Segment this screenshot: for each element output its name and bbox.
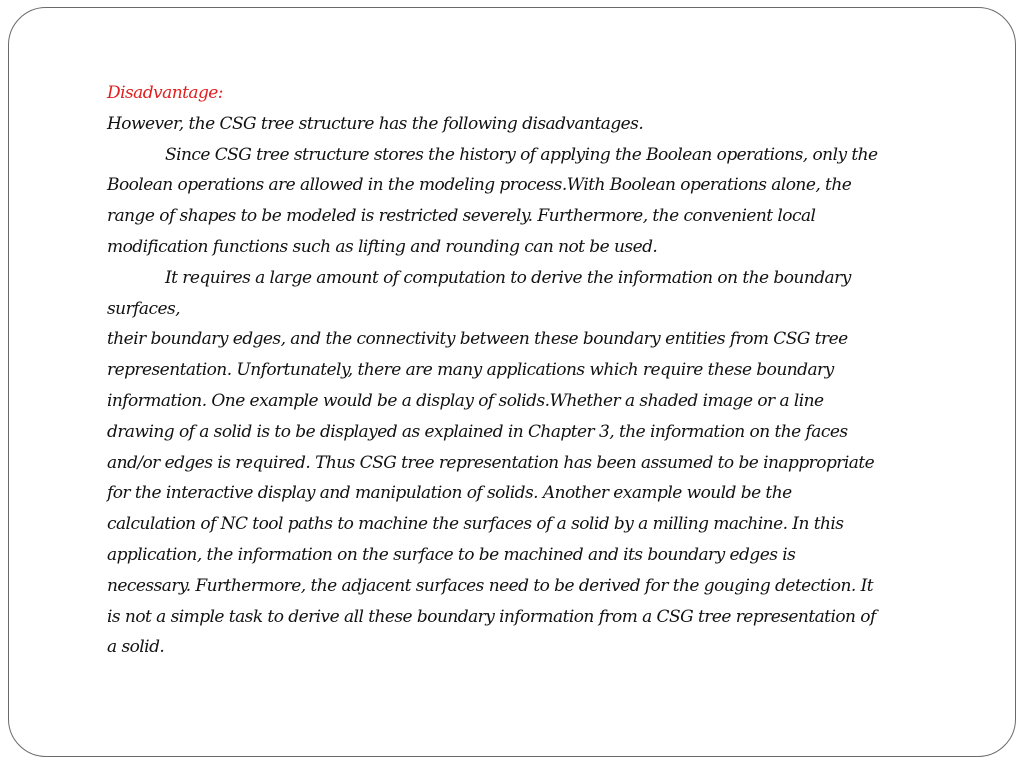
paragraph2-line: information. One example would be a display of solids.Whether a shaded image or a line <box>107 390 824 411</box>
paragraph2-line: surfaces, <box>107 298 180 319</box>
heading-disadvantage: Disadvantage: <box>107 83 223 103</box>
paragraph2-line: application, the information on the surface to be machined and its boundary edges is <box>107 544 796 565</box>
paragraph1-line: Boolean operations are allowed in the modeling process.With Boolean operations alone, the <box>107 175 852 196</box>
paragraph2-line: is not a simple task to derive all these boundary information from a CSG tree representation of <box>107 606 876 627</box>
slide-body <box>107 78 897 663</box>
paragraph2-line: a solid. <box>107 637 165 658</box>
paragraph1-line: Since CSG tree structure stores the history of applying the Boolean operations, only the <box>165 144 878 165</box>
paragraph2-line: their boundary edges, and the connectivity between these boundary entities from CSG tree <box>107 329 848 350</box>
paragraph2-line: and/or edges is required. Thus CSG tree representation has been assumed to be inappropriate <box>107 452 875 473</box>
paragraph2-line: calculation of NC tool paths to machine the surfaces of a solid by a milling machine. In this <box>107 514 844 535</box>
slide-frame <box>8 7 1016 757</box>
paragraph2-line: for the interactive display and manipulation of solids. Another example would be the <box>107 483 792 504</box>
paragraph2-line: It requires a large amount of computation to derive the information on the boundary <box>165 267 851 288</box>
paragraph2-line: necessary. Furthermore, the adjacent surfaces need to be derived for the gouging detection. It <box>107 575 874 596</box>
paragraph2-line: representation. Unfortunately, there are many applications which require these boundary <box>107 360 834 381</box>
intro-line: However, the CSG tree structure has the following disadvantages. <box>107 113 644 134</box>
paragraph1-line: range of shapes to be modeled is restricted severely. Furthermore, the convenient local <box>107 206 816 227</box>
paragraph1-line: modification functions such as lifting and rounding can not be used. <box>107 236 658 257</box>
paragraph2-line: drawing of a solid is to be displayed as explained in Chapter 3, the information on the faces <box>107 421 848 442</box>
